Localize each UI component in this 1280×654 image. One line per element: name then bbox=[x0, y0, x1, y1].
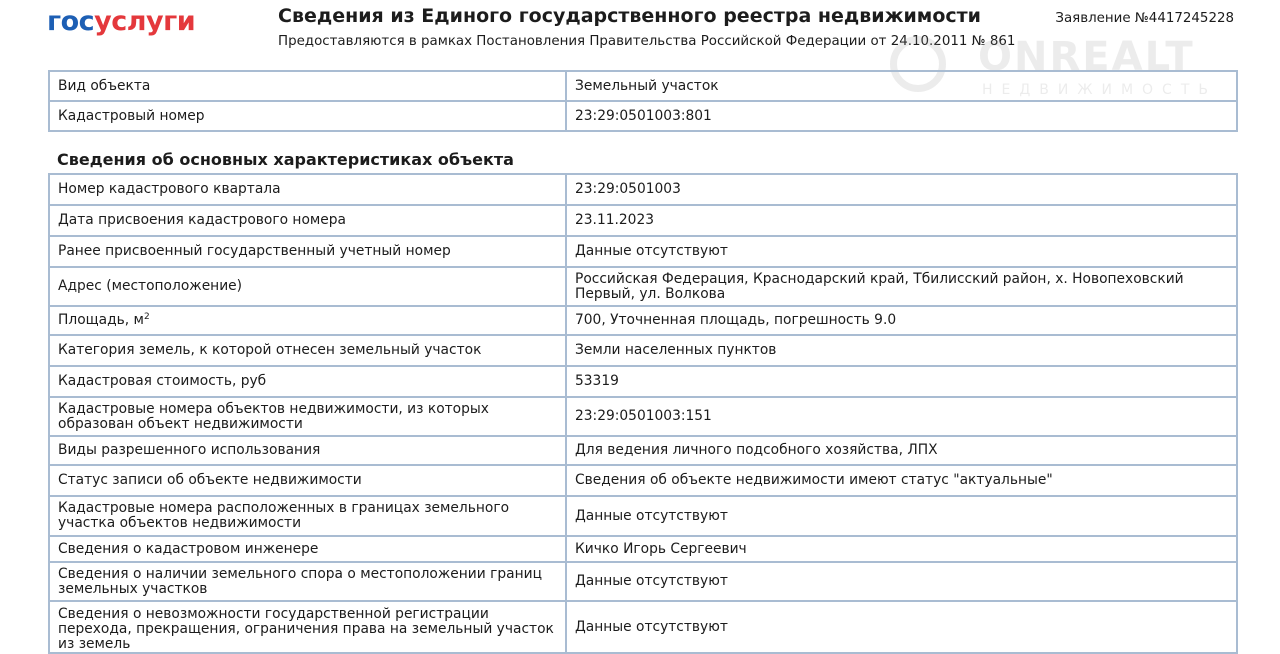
row-value: 700, Уточненная площадь, погрешность 9.0 bbox=[566, 306, 1237, 335]
row-label: Дата присвоения кадастрового номера bbox=[49, 205, 566, 236]
row-value: 23:29:0501003:151 bbox=[566, 397, 1237, 436]
row-label: Кадастровые номера объектов недвижимости, из которых образован объект недвижимости bbox=[49, 397, 566, 436]
table-row bbox=[49, 101, 1237, 131]
table-row bbox=[49, 205, 1237, 236]
row-label: Кадастровая стоимость, руб bbox=[49, 366, 566, 397]
table-row bbox=[49, 496, 1237, 536]
row-label: Категория земель, к которой отнесен земельный участок bbox=[49, 335, 566, 366]
row-label: Виды разрешенного использования bbox=[49, 436, 566, 465]
row-value: Сведения об объекте недвижимости имеют статус "актуальные" bbox=[566, 465, 1237, 496]
row-value: Данные отсутствуют bbox=[566, 496, 1237, 536]
row-label: Вид объекта bbox=[49, 71, 566, 101]
row-label: Кадастровый номер bbox=[49, 101, 566, 131]
logo-part-uslugi: услуги bbox=[94, 6, 196, 37]
table-row bbox=[49, 236, 1237, 267]
table-row bbox=[49, 174, 1237, 205]
row-label: Сведения о невозможности государственной регистрации перехода, прекращения, ограничения права на земельный участок из земель bbox=[49, 601, 566, 653]
table-row bbox=[49, 562, 1237, 601]
row-label: Сведения о кадастровом инженере bbox=[49, 536, 566, 562]
row-label: Номер кадастрового квартала bbox=[49, 174, 566, 205]
table-row bbox=[49, 465, 1237, 496]
row-label: Статус записи об объекте недвижимости bbox=[49, 465, 566, 496]
row-value: Российская Федерация, Краснодарский край, Тбилисский район, х. Новопеховский Первый, ул. Волкова bbox=[566, 267, 1237, 306]
request-number: Заявление №4417245228 bbox=[1055, 11, 1234, 26]
row-value: 23.11.2023 bbox=[566, 205, 1237, 236]
row-value: Земельный участок bbox=[566, 71, 1237, 101]
table-row bbox=[49, 267, 1237, 306]
row-value: 53319 bbox=[566, 366, 1237, 397]
section-heading: Сведения об основных характеристиках объекта bbox=[57, 150, 514, 169]
watermark-tagline: НЕДВИЖИМОСТЬ bbox=[982, 82, 1217, 98]
table-row bbox=[49, 366, 1237, 397]
table-row bbox=[49, 335, 1237, 366]
row-value: Данные отсутствуют bbox=[566, 601, 1237, 653]
row-label: Кадастровые номера расположенных в границах земельного участка объектов недвижимости bbox=[49, 496, 566, 536]
gosuslugi-logo bbox=[47, 6, 195, 37]
row-label bbox=[49, 306, 566, 335]
row-label: Сведения о наличии земельного спора о местоположении границ земельных участков bbox=[49, 562, 566, 601]
row-value: Кичко Игорь Сергеевич bbox=[566, 536, 1237, 562]
row-label-text: Площадь, м bbox=[58, 312, 144, 328]
table-row bbox=[49, 436, 1237, 465]
row-value: Земли населенных пунктов bbox=[566, 335, 1237, 366]
object-info-table bbox=[48, 70, 1238, 132]
document-subtitle: Предоставляются в рамках Постановления Правительства Российской Федерации от 24.10.2011 № 861 bbox=[278, 34, 1016, 49]
table-row bbox=[49, 71, 1237, 101]
characteristics-table bbox=[48, 173, 1238, 654]
table-row bbox=[49, 397, 1237, 436]
table-row bbox=[49, 306, 1237, 335]
logo-part-gos: гос bbox=[47, 6, 95, 37]
row-value: 23:29:0501003 bbox=[566, 174, 1237, 205]
table-row bbox=[49, 536, 1237, 562]
row-value: Данные отсутствуют bbox=[566, 236, 1237, 267]
row-value: Данные отсутствуют bbox=[566, 562, 1237, 601]
row-label-superscript: 2 bbox=[143, 312, 150, 322]
table-row bbox=[49, 601, 1237, 653]
watermark-brand: ONREALT bbox=[978, 34, 1195, 80]
row-value: 23:29:0501003:801 bbox=[566, 101, 1237, 131]
row-label: Адрес (местоположение) bbox=[49, 267, 566, 306]
row-label: Ранее присвоенный государственный учетный номер bbox=[49, 236, 566, 267]
row-value: Для ведения личного подсобного хозяйства, ЛПХ bbox=[566, 436, 1237, 465]
document-title: Сведения из Единого государственного реестра недвижимости bbox=[278, 5, 981, 27]
